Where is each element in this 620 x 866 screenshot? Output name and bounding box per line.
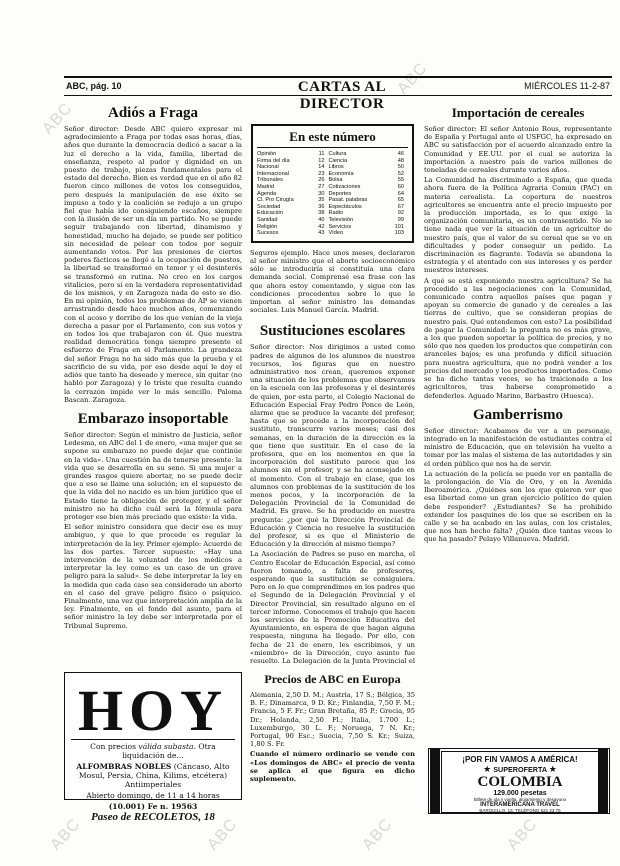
index-page: 27 <box>318 183 325 190</box>
watermark: ABC <box>204 815 241 854</box>
index-entry: Radio <box>328 210 344 217</box>
index-page: 64 <box>397 190 404 197</box>
prices-box <box>250 666 415 800</box>
index-row <box>257 230 408 237</box>
index-row <box>257 191 408 198</box>
letter-body: Señor director: El señor Antonio Rous, representante de España y Portugal ante el USFGC, ha expresado en ABC su satisfacción por el acuerdo alcanzado entre la Comunidad y EE.UU. por el cual se autoriza la importación a nuestro país de varios millones de toneladas de cereales durante varios años. <box>424 125 612 175</box>
index-page: 42 <box>318 223 325 230</box>
ad-phone: (10.001) Fe n. 19563 <box>108 802 198 811</box>
index-entry: Servicios <box>328 223 352 230</box>
index-page: 60 <box>397 183 404 190</box>
ad-headline: HOY <box>77 678 229 743</box>
index-page: 101 <box>394 223 404 230</box>
column-right <box>424 100 612 742</box>
column-middle <box>250 100 415 666</box>
ad-details: Billete de ida y vuelta, alojamiento y desayuno <box>473 797 567 802</box>
ad-inner <box>441 751 599 813</box>
letter-title: Sustituciones escolares <box>259 323 406 340</box>
letter-title: Embarazo insoportable <box>77 410 229 427</box>
letter-title: Adiós a Fraga <box>108 105 198 121</box>
watermark: ABC <box>47 815 84 854</box>
index-row <box>257 184 408 191</box>
index-entry: Espectáculos <box>328 203 362 210</box>
index-entry: Madrid <box>257 183 275 190</box>
index-page: 36 <box>318 203 325 210</box>
index-page: 55 <box>397 177 404 184</box>
index-entry: Tribunales <box>257 177 283 184</box>
index-page: 14 <box>318 164 325 171</box>
index-row <box>257 151 408 158</box>
index-page: 43 <box>318 230 325 237</box>
index-row <box>257 177 408 184</box>
letter-body: El señor ministro considera que decir ese es muy ambiguo, y que lo que procede es regular la interpretación de la ley. Primer ejemplo: Acuerdo de las dos partes. Tercer supuesto: «Hay una intervención de la voluntad de los médicos a interpretar la ley como es un caso de un grave peligro para la salud». Se debe interpretar la ley en la medida que cada caso sea considerado un aborto en el caso del grave peligro físico o psíquico. Finalmente, una vez que interpretación amplia de la ley. Finalmente, en el fondo del asunto, para el señor ministro la ley debe ser interpretada por el Tribunal Supremo. <box>64 523 242 630</box>
index-page: 52 <box>397 170 404 177</box>
letter-body: Señor director: Nos dirigimos a usted como padres de algunos de los alumnos de nuestros recursos, los figuras que en nuestro administrativo nos crean, queremos exponer una situación de los problemas que observamos en la escuela con las profesoras y el desinterés de quien, por esta parte, el Colegio Nacional de Educación Especial Fray Pedro Ponce de León, alarme que se produce la vacante del profesor, hasta que se procede a la incorporación del sustituto, transcurre varios meses; casi dos semanas, en la duración de la dirección es la que tiene que sustituir. En el caso de la profesora, que en los momentos en que la incorporación del sustituto parece que los alumnos sin el profesor, y se ha aconsejado en el momento. Con el trabajo en clase, que los alumnos con problemas de la sustitución de los menos pocos, y la incorporación de la Delegación Provincial de la Comunidad de Madrid. Es grave. Se ha producido en nuestra pregunta: ¿por qué la Dirección Provincial de Educación y Ciencia no resuelve la sustitución del profesor, si es que el Ministerio de Educación y la dirección al mismo tiempo? <box>250 343 415 549</box>
index-page: 23 <box>318 170 325 177</box>
star-icon: ★ <box>548 764 557 774</box>
index-entry: Nacional <box>257 164 279 171</box>
index-row <box>257 197 408 204</box>
index-entry: Educación <box>257 210 284 217</box>
index-page: 38 <box>318 210 325 217</box>
column-left <box>64 100 242 670</box>
index-entry: Pasat. palabras <box>328 197 368 204</box>
index-table <box>257 151 408 237</box>
index-entry: Sanidad <box>257 216 278 223</box>
watermark: ABC <box>39 99 76 138</box>
index-entry: Ciencia <box>328 157 348 164</box>
ad-price: 129.000 pesetas <box>493 790 547 797</box>
page-header <box>64 76 612 112</box>
index-entry: Vídeo <box>328 230 344 237</box>
letter-title: Importación de cereales <box>451 105 585 120</box>
index-page: 92 <box>397 210 404 217</box>
watermark: ABC <box>504 815 541 854</box>
hoy-advertisement[interactable] <box>64 672 242 823</box>
letter-body: Señor director: Desde ABC quiero expresar mi agradecimiento a Fraga por todas esas horas, días, años que durante la democracia dedicó a sacar a la luz el derecho a la vida, familia, libertad de enseñanza, respeto al pudor y dignidad en un puesto de trabajo, piezas fundamentales para el estado del derecho. Bien es verdad que en el año 82 fueron cinco millones de votos los conseguidos, pero después la manipulación de ese éxito se impuso a todo y la coalición se redujo a un grupo fiel que había ido consiguiendo escaños, siempre con la ilusión de ser un día un partido. No se puede seguir trabajando con libertad, dinamismo y honestidad, mucho ha dejado, se puede ser político sin necesidad de pelear con todos por seguir aumentando votos. Por las presiones de ciertos poderes fácticos se llegó a la ocupación de puestos, la libertad se transformó en temor y el desinterés se transformó en rutina. No creo en los cargos vitalicios, pero sí en la verdadera representatividad de los mismos, y en Zaragoza nada de esto se dio. En mi opinión, todos los problemas de AP se vienen arrastrando desde hace muchos años, comenzando con el acoso y derribo de los que venían de la vieja derecha a pasar por el Parlamento, con sus votos y en todos los que trabajaron con él. Que nuestra realidad democrática tenga siempre presente el esfuerzo de Fraga en el Parlamento. La grandeza del señor Fraga no ha sido más que la prueba y el sacrificio de su vida, por eso desde aquí le doy el adiós que tanto ha deseado y merece, sin quitar (no habló por Zaragoza) y lo triste que resulta cuando la cerrazón impide ver lo más sencillo. Paloma Bascan. Zaragoza. <box>64 125 242 404</box>
page-number: ABC, pág. 10 <box>66 81 122 91</box>
index-page: 30 <box>318 190 325 197</box>
index-page: 46 <box>397 151 404 157</box>
index-entry: Religión <box>257 223 278 230</box>
index-entry: Sociedad <box>257 203 281 210</box>
prices-text: Alemania, 2,50 D. M.; Austria, 17 S.; Bélgica, 35 B. F.; Dinamarca, 9 D. Kr.; Finlandia, 7,50 F. M.; Francia, 5 F. Fr.; Gran Bretaña, 85 P.; Grecia, 95 Dr.; Holanda, 2,50 Fl.; Italia, 1.700 L.; Luxemburgo, 30 L. F.; Noruega, 7 N. Kr.; Portugal, 90 Esc.; Suecia, 7,50 S. Kr.; Suiza, 1,80 S. Fr. <box>250 691 415 749</box>
prices-note: Cuando el número ordinario se vende con «Los domingos de ABC» el precio de venta se aplica el que figura en dicho suplemento. <box>250 750 415 784</box>
index-row <box>257 171 408 178</box>
star-icon: ★ <box>483 764 492 774</box>
watermark: ABC <box>394 59 431 98</box>
ad-hours: Abierto domingo, de 11 a 14 horas <box>86 791 220 800</box>
index-title: En este número <box>257 129 408 148</box>
letter-body: La Comunidad ha discriminado a España, que queda ahora fuera de la Política Agraria Común (PAC) en materia cerealista. La copertura de nuestros agricultores se encuentra ante el precio impuesto por la producción importada, es lo que exige la organización comunitaria, es un contrasentido. No se tiene nada que ver la situación de un agricultor de nuestro país, que el valor de su cereal que se ve en dificultades y poder conseguir un pedido. La discriminación es flagrante. Todavía se abandona la estrategia y el atentado con sus intereses y es perder nuestros intereses. <box>424 176 612 275</box>
index-entry: Cl. Pro Cirugía <box>257 197 294 204</box>
index-entry: Firma del día <box>257 157 290 164</box>
letter-body: Seguros ejemplo. Hace unos meses, declararon al señor ministro que el aborto socioeconómico sólo se introduciría si constituía una clara demanda social. Comprensé esa frase con las que ahora estoy comentando, y sigue con las condiciones procedentes sobre lo que le importan al señor ministro las demandas sociales. Luis Manuel García. Madrid. <box>250 248 415 315</box>
index-box <box>251 124 414 243</box>
letter-body: La actuación de la policía se puede ver en pantalla de la prolongación de Vía de Oro, y en la Avenida Iberoamérica. ¿Quiénes son los que quieren ver que esa libertad como un gran ejercicio político de quien debe responder? ¿Estudiantes? Se ha prohibido extender los pasquines de los que se escriben en la calle y se ha acabado en las aulas, con los cristales, que nos han hecho falta? ¿Quién dice tantas veces lo que ha pasado? Pelayo Villanueva. Madrid. <box>424 469 612 544</box>
index-page: 11 <box>318 151 325 157</box>
prices-title: Precios de ABC en Europa <box>264 672 401 686</box>
ad-address: BARQUILLO, 13. TELÉFONO 521 23 76 <box>479 808 561 813</box>
watermark: ABC <box>359 815 396 854</box>
index-entry: Televisión <box>328 216 354 223</box>
letter-body: La Asociación de Padres se puso en marcha, el Centro Escolar de Educación Especial, así como fueron tomando, a falta de profesores, esperando que la sustitución se consiguiera. Pero en lo que comprendimos en los padres que el Segundo de la Delegación Provincial y el Director Provincial, sin resultado alguno en el tercer informe. Conocemos el trabajo que hacen los servicios de la Promoción Educativa del Ayuntamiento, en espera de que hagan alguna respuesta, ninguna ha llegado. Por ello, con fecha de 21 de enero, les escribimos, y un «miembro» de la Dirección, cuyo asunto fue resuelto. La Delegación de la Junta Provincial el <box>250 550 415 666</box>
ad-line: Con precios válida subasta. Otra liquidación de... <box>90 742 216 760</box>
index-entry: Opinión <box>257 151 277 157</box>
letter-body: A qué se está exponiendo nuestra agricultura? Se ha procedido a las negociaciones con la Comunidad, comunicado contra aquellos países que pagan y apoyan su comercio de ganado y de cereales a las tierras de cultivo, que se consideran propias de nuestro país. Qué entendemos con esto? La posibilidad de pagar la Comunidad: la pregunta no es más grave, a los que pueden soportar la política de precios, y no sólo que nos queden los productos que competirán con aranceles bajos; es una profunda y difícil situación para nuestra agricultura, que no podrá vender a los precios del mercado y los productos importados. Como se ha dicho tantas veces, se ha traicionado a los agricultores, tras haberse comprometido a defenderlos. Aguado Marino, Barbastro (Huesca). <box>424 276 612 400</box>
index-entry: Sucesos <box>257 230 279 237</box>
ad-destination: COLOMBIA <box>477 774 563 790</box>
index-entry: Libros <box>328 164 344 171</box>
index-entry: Internacional <box>257 170 290 177</box>
index-entry: Bolsa <box>328 177 343 184</box>
letter-body: Señor director: Acabamos de ver a un personaje, integrado en la manifestación de estudiantes contra el ministro de Educación, que en televisión ha vuelto a tomar por las malas el sistema de las autoridades y sin el orden público que nos ha de servir. <box>424 426 612 468</box>
section-title: CARTAS AL DIRECTOR <box>297 79 387 112</box>
index-page: 35 <box>318 197 325 204</box>
ad-border <box>430 749 440 813</box>
ad-offer: ★ SUPEROFERTA ★ <box>483 764 557 774</box>
ad-address: Paseo de RECOLETOS, 18 <box>91 811 215 823</box>
ad-agency: INTERAMERICANA TRAVEL <box>480 802 560 808</box>
index-page: 65 <box>397 197 404 204</box>
colombia-advertisement[interactable] <box>428 748 610 814</box>
letter-body: Señor director: Según el ministro de Justicia, señor Ledesma, en ABC del 1 de enero, «una mujer que se supone su embarazo no puede dejar que continúe en la vida». Una cuestión ha de tenerse presente: la vida que se desarrolla en su seno. Si una mujer a grandes rasgos quiere abortar, no se puede decir que a eso se llame una solución; en el supuesto de que la vida del no nacido es un bien jurídico que el Estado tiene la obligación de proteger, y el señor ministro no ha dicho cuál será la fórmula para proteger ese bien más preciado que existe: la vida. <box>64 430 242 521</box>
index-page: 48 <box>397 157 404 164</box>
index-page: 12 <box>318 157 325 164</box>
ad-tagline: ¡POR FIN VAMOS A AMÉRICA! <box>462 755 578 764</box>
page-date: MIÉRCOLES 11-2-87 <box>524 81 610 91</box>
index-entry: Economía <box>328 170 354 177</box>
index-page: 99 <box>397 216 404 223</box>
index-row <box>257 158 408 165</box>
index-page: 26 <box>318 177 325 184</box>
index-page: 67 <box>397 203 404 210</box>
index-entry: Cotizaciones <box>328 183 361 190</box>
index-row <box>257 164 408 171</box>
index-page: 50 <box>397 164 404 171</box>
index-entry: Agenda <box>257 190 277 197</box>
ad-products: ALFOMBRAS NOBLES (Cáncaso, Alto Mosul, Persia, China, Kilims, etcétera) Antiimperiales <box>76 762 230 789</box>
letter-title: Gamberrismo <box>473 406 563 423</box>
index-page: 40 <box>318 216 325 223</box>
index-entry: Cultura <box>328 151 347 157</box>
ad-border <box>598 749 608 813</box>
index-page: 103 <box>394 230 404 237</box>
index-entry: Deportes <box>328 190 352 197</box>
index-row <box>257 217 408 224</box>
index-row <box>257 204 408 211</box>
index-row <box>257 210 408 217</box>
index-row <box>257 224 408 231</box>
